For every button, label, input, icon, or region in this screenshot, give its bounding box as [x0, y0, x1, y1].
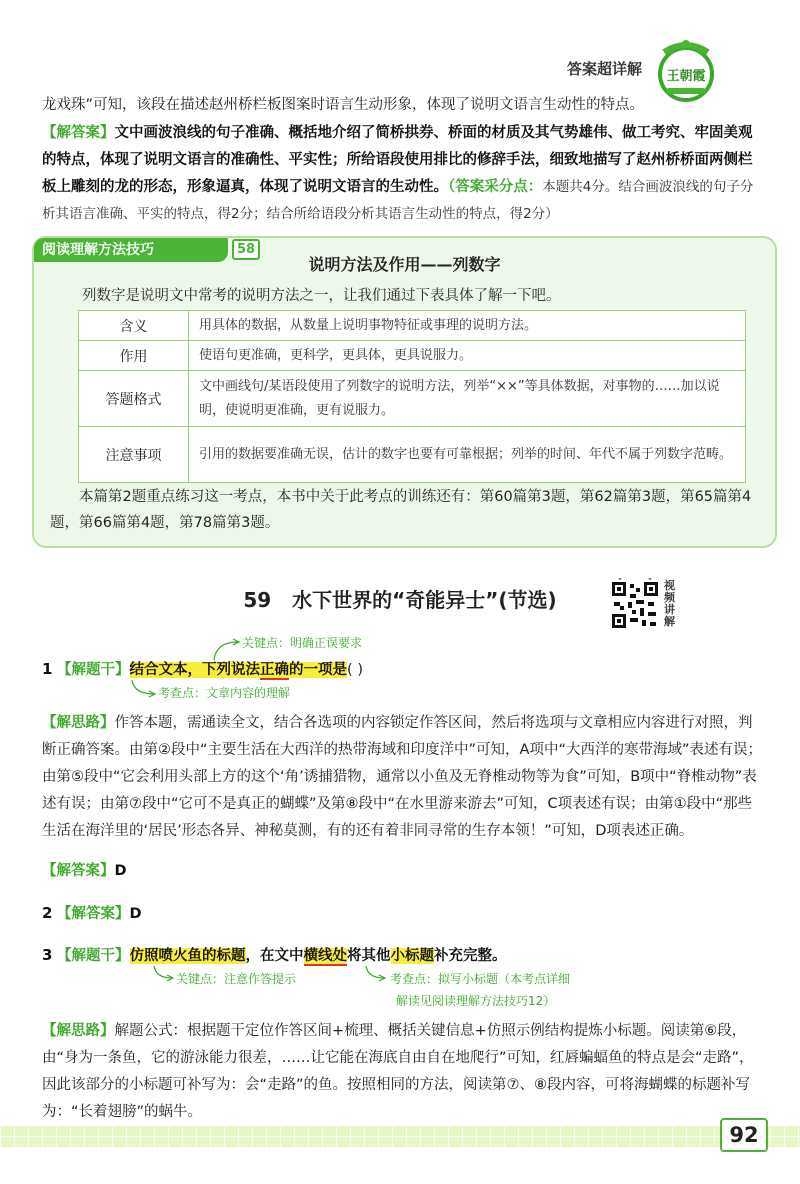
- row-value: 使语句更准确，更科学，更具体，更具说服力。: [189, 341, 746, 371]
- video-label: 视频讲解: [664, 579, 675, 628]
- q3-solution: [42, 1018, 766, 1126]
- q1-stem-b: 正确: [260, 662, 290, 678]
- q1-key-note: 关键点：明确正误要求: [242, 636, 363, 650]
- q1-ans: D: [114, 863, 127, 879]
- row-key: 注意事项: [79, 427, 189, 483]
- skill-intro: 列数字是说明文中常考的说明方法之一，让我们通过下表具体了解一下吧。: [82, 288, 561, 304]
- q1-path-text: 作答本题，需通读全文，结合各选项的内容锁定作答区间，然后将选项与文章相应内容进行对照，判断正确答案。由第②段中“主要生活在大西洋的热带海域和印度洋中”可知，A项中“大西洋的寒带海域”表述有误；由第⑤段中“它会利用头部上方的这个‘角’诱捕猎物，通常以小鱼及无脊椎动物等为食”可知，B项中“脊椎动物”表述有误；由第⑦段中“它可不是真正的蝴蝶”及第⑧段中“在水里游来游去”可知，C项表述有误；由第①段中“那些生活在海洋里的‘居民’形态各异、神秘莫测，有的还有着非同寻常的生存本领！”可知，D项表述正确。: [42, 715, 762, 839]
- q3-stem-a: 仿照喷火鱼的标题: [129, 948, 246, 964]
- page-header: [460, 30, 760, 100]
- skill-title: 说明方法及作用——列数字: [308, 255, 501, 274]
- q1-ans-tag: 【解答案】: [42, 863, 115, 879]
- q3-stem-d: 将其他: [347, 948, 391, 964]
- page-number: 92: [720, 1118, 768, 1152]
- table-row: [79, 427, 746, 483]
- table-row: [79, 341, 746, 371]
- svg-text:王朝霞: 王朝霞: [666, 69, 706, 84]
- row-key: 含义: [79, 311, 189, 341]
- q1-number: 1: [42, 660, 53, 678]
- footer-band: [0, 1126, 800, 1148]
- arrow-icon: [128, 678, 158, 702]
- q3-exam-note-1: 考查点：拟写小标题（本考点详细: [390, 972, 571, 986]
- header-title: 答案超详解: [566, 60, 642, 78]
- q2-ans-tag: 【解答案】: [57, 906, 130, 922]
- table-row: [79, 371, 746, 427]
- q2-ans: D: [129, 906, 142, 922]
- row-key: 作用: [79, 341, 189, 371]
- q3-stem-e: 小标题: [390, 948, 435, 964]
- q3-path-tag: 【解思路】: [42, 1023, 115, 1039]
- skill-number: 58: [232, 239, 260, 260]
- q3-stem-f: 补充完整。: [434, 948, 507, 964]
- q3-number: 3: [42, 946, 53, 964]
- q1-blank: ( ): [347, 662, 363, 678]
- q1-stem-a: 结合文本，下列说法: [129, 662, 261, 678]
- q1-solution: [42, 710, 766, 845]
- table-row: [79, 311, 746, 341]
- section-number: 59: [243, 588, 272, 612]
- qr-code-icon[interactable]: [610, 578, 660, 630]
- arrow-icon: [150, 964, 176, 988]
- section-title: [0, 584, 800, 613]
- q3-tag: 【解题干】: [57, 948, 130, 964]
- q3-key-note: 关键点：注意作答提示: [176, 972, 297, 986]
- q1-stem-c: 的一项是: [289, 662, 348, 678]
- row-value: 引用的数据要准确无误，估计的数字也要有可靠根据；列举的时间、年代不属于列数字范畴。: [189, 427, 746, 483]
- q1-tag: 【解题干】: [57, 662, 130, 678]
- q3-stem-c: 横线处: [303, 948, 348, 964]
- q3-exam-note-2: 解读见阅读理解方法技巧12）: [396, 994, 556, 1008]
- row-key: 答题格式: [79, 371, 189, 427]
- q1-path-tag: 【解思路】: [42, 715, 115, 731]
- q3-path-text: 解题公式：根据题干定位作答区间+梳理、概括关键信息+仿照示例结构提炼小标题。阅读第⑥段，由“身为一条鱼，它的游泳能力很差，……让它能在海底自由自在地爬行”可知，红唇蝙蝠鱼的特点是会“走路”，因此该部分的小标题可补写为：会“走路”的鱼。按照相同的方法，阅读第⑦、⑧段内容，可将海蝴蝶的标题补写为：“长着翅膀”的蜗牛。: [42, 1023, 754, 1120]
- answer-text: 文中画波浪线的句子准确、概括地介绍了简桥拱券、桥面的材质及其气势雄伟、做工考究、牢固美观的特点，体现了说明文语言的准确性、平实性；所给语段使用排比的修辞手法，细致地描写了赵州桥桥面两侧栏板上雕刻的龙的形态，形象逼真，体现了说明文语言的生动性。: [42, 125, 753, 195]
- row-value: 文中画线句/某语段使用了列数字的说明方法，列举“××”等具体数据，对事物的……加以说明，使说明更准确，更有说服力。: [189, 371, 746, 427]
- score-tag: （答案采分点：: [448, 179, 543, 195]
- top-answer-paragraph: [42, 120, 766, 228]
- skill-box: [32, 236, 777, 548]
- q3-stem-b: ，在文中: [245, 948, 304, 964]
- skill-tab: 阅读理解方法技巧: [34, 238, 228, 262]
- row-value: 用具体的数据，从数量上说明事物特征或事理的说明方法。: [189, 311, 746, 341]
- answer-tag: 【解答案】: [42, 125, 115, 141]
- arrow-icon: [362, 964, 388, 988]
- q1-answer: [42, 858, 766, 885]
- skill-footer: 本篇第2题重点练习这一考点，本书中关于此考点的训练还有：第60篇第3题，第62篇第3题，第65篇第4题，第66篇第4题，第78篇第3题。: [50, 489, 752, 531]
- continued-line: 龙戏珠”可知，该段在描述赵州桥栏板图案时语言生动形象，体现了说明文语言生动性的特点。: [42, 97, 645, 113]
- section-name: 水下世界的“奇能异士”(节选): [292, 588, 557, 612]
- q2-answer: [42, 900, 766, 928]
- skill-table: [78, 310, 746, 483]
- score-text: 本题共4分。结合画波浪线的句子分析其语言准确、平实的特点，得2分；结合所给语段分析其语言生动性的特点，得2分）: [42, 179, 754, 222]
- q2-number: 2: [42, 904, 53, 922]
- q1-exam-note: 考查点：文章内容的理解: [158, 686, 291, 700]
